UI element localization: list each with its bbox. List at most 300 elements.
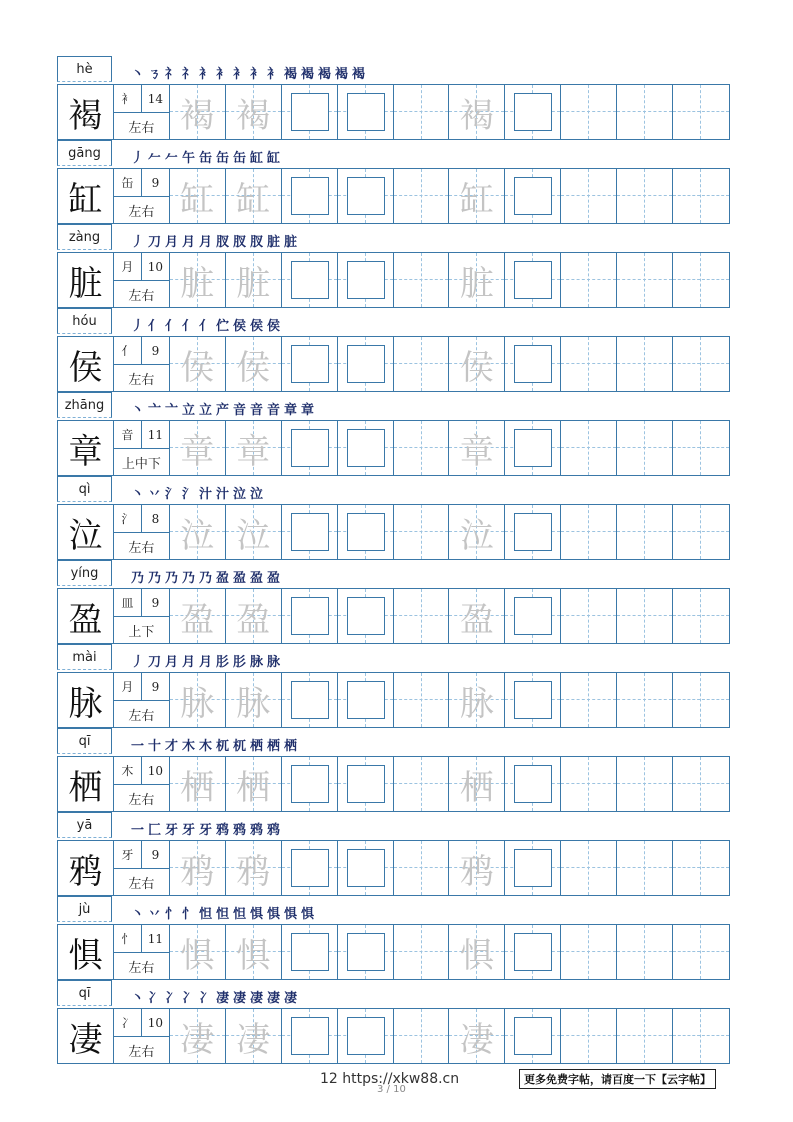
practice-row	[57, 420, 730, 476]
trace-character: 脏	[180, 263, 215, 304]
empty-cell[interactable]	[673, 85, 729, 139]
trace-character: 盈	[180, 599, 215, 640]
stroke-order	[131, 648, 284, 670]
box-cell[interactable]	[338, 169, 394, 223]
stroke-step: 亠	[165, 403, 179, 418]
stroke-step: 礻	[182, 67, 196, 82]
trace-cell[interactable]	[449, 505, 505, 559]
empty-cell[interactable]	[673, 841, 729, 895]
trace-cell[interactable]	[449, 85, 505, 139]
trace-cell[interactable]	[170, 169, 226, 223]
model-character: 栖	[58, 757, 114, 811]
empty-cell[interactable]	[394, 337, 450, 391]
box-cell[interactable]	[282, 673, 338, 727]
stroke-order	[131, 816, 284, 838]
empty-cell[interactable]	[673, 421, 729, 475]
box-cell[interactable]	[282, 757, 338, 811]
stroke-step: 缸	[250, 151, 264, 166]
radical: 音	[114, 421, 142, 448]
inner-square	[514, 597, 552, 635]
model-character: 鸦	[58, 841, 114, 895]
stroke-order	[131, 564, 284, 586]
inner-square	[514, 93, 552, 131]
radical: 缶	[114, 169, 142, 196]
empty-cell[interactable]	[673, 337, 729, 391]
stroke-step: 月	[165, 655, 179, 670]
inner-square	[291, 597, 329, 635]
box-cell[interactable]	[282, 505, 338, 559]
box-cell[interactable]	[505, 85, 561, 139]
empty-cell[interactable]	[561, 925, 617, 979]
trace-cell[interactable]	[170, 673, 226, 727]
empty-cell[interactable]	[617, 505, 673, 559]
trace-character: 脉	[180, 683, 215, 724]
stroke-step: 月	[199, 235, 213, 250]
trace-character: 脉	[236, 683, 271, 724]
empty-cell[interactable]	[394, 253, 450, 307]
empty-cell[interactable]	[617, 925, 673, 979]
pinyin: gāng	[57, 140, 112, 166]
character-info	[114, 253, 170, 307]
box-cell[interactable]	[282, 169, 338, 223]
trace-cell[interactable]	[170, 1009, 226, 1063]
stroke-step: 杌	[216, 739, 230, 754]
radical: 冫	[114, 1009, 142, 1036]
empty-cell[interactable]	[394, 589, 450, 643]
empty-cell[interactable]	[561, 337, 617, 391]
stroke-step: 亻	[182, 319, 196, 334]
stroke-count: 10	[147, 259, 164, 274]
practice-row	[57, 588, 730, 644]
box-cell[interactable]	[282, 925, 338, 979]
trace-character: 泣	[180, 515, 215, 556]
trace-cell[interactable]	[449, 589, 505, 643]
character-info	[114, 169, 170, 223]
pinyin: yíng	[57, 560, 112, 586]
empty-cell[interactable]	[617, 589, 673, 643]
stroke-step: 亻	[165, 319, 179, 334]
trace-cell[interactable]	[226, 1009, 282, 1063]
empty-cell[interactable]	[617, 253, 673, 307]
empty-cell[interactable]	[617, 85, 673, 139]
stroke-step: 褐	[352, 67, 366, 82]
stroke-step: 丿	[131, 319, 145, 334]
stroke-step: 冫	[148, 991, 162, 1006]
empty-cell[interactable]	[617, 757, 673, 811]
radical: 忄	[114, 925, 142, 952]
box-cell[interactable]	[338, 253, 394, 307]
structure: 左右	[128, 960, 155, 976]
empty-cell[interactable]	[673, 505, 729, 559]
radical: 皿	[114, 589, 142, 616]
stroke-count: 11	[147, 427, 164, 442]
trace-character: 侯	[236, 347, 271, 388]
trace-character: 脏	[459, 263, 494, 304]
stroke-order	[131, 732, 301, 754]
inner-square	[514, 429, 552, 467]
empty-cell[interactable]	[617, 337, 673, 391]
trace-cell[interactable]	[449, 841, 505, 895]
inner-square	[291, 177, 329, 215]
model-character: 脉	[58, 673, 114, 727]
trace-cell[interactable]	[170, 505, 226, 559]
empty-cell[interactable]	[561, 589, 617, 643]
radical: 月	[114, 673, 142, 700]
trace-cell[interactable]	[449, 757, 505, 811]
stroke-step: 丷	[148, 487, 162, 502]
stroke-step: 侯	[250, 319, 264, 334]
stroke-step: ㄋ	[148, 67, 162, 82]
empty-cell[interactable]	[617, 841, 673, 895]
character-entry	[57, 476, 730, 560]
character-entry	[57, 728, 730, 812]
trace-cell[interactable]	[449, 253, 505, 307]
stroke-step: 丿	[131, 235, 145, 250]
stroke-step: 亻	[148, 319, 162, 334]
stroke-step: 缶	[233, 151, 247, 166]
character-info	[114, 85, 170, 139]
box-cell[interactable]	[338, 841, 394, 895]
trace-cell[interactable]	[226, 757, 282, 811]
box-cell[interactable]	[505, 337, 561, 391]
empty-cell[interactable]	[394, 421, 450, 475]
box-cell[interactable]	[505, 1009, 561, 1063]
trace-cell[interactable]	[226, 421, 282, 475]
stroke-step: 乃	[165, 571, 179, 586]
box-cell[interactable]	[338, 673, 394, 727]
empty-cell[interactable]	[617, 673, 673, 727]
character-entry	[57, 224, 730, 308]
practice-row	[57, 84, 730, 140]
stroke-step: 脏	[284, 235, 298, 250]
stroke-step: 凄	[233, 991, 247, 1006]
empty-cell[interactable]	[394, 505, 450, 559]
empty-cell[interactable]	[673, 1009, 729, 1063]
empty-cell[interactable]	[673, 253, 729, 307]
trace-cell[interactable]	[170, 85, 226, 139]
character-info	[114, 1009, 170, 1063]
inner-square	[514, 261, 552, 299]
empty-cell[interactable]	[394, 925, 450, 979]
radical: 月	[114, 253, 142, 280]
structure: 左右	[128, 876, 155, 892]
trace-cell[interactable]	[226, 841, 282, 895]
trace-cell[interactable]	[449, 1009, 505, 1063]
trace-character: 惧	[180, 935, 215, 976]
stroke-order	[131, 984, 301, 1006]
empty-cell[interactable]	[394, 1009, 450, 1063]
stroke-step: 栖	[284, 739, 298, 754]
box-cell[interactable]	[505, 253, 561, 307]
character-entry	[57, 644, 730, 728]
box-cell[interactable]	[282, 253, 338, 307]
model-character: 褐	[58, 85, 114, 139]
character-entry	[57, 308, 730, 392]
stroke-step: 凄	[284, 991, 298, 1006]
promo-banner: 更多免费字帖，请百度一下【云字帖】	[519, 1069, 716, 1089]
empty-cell[interactable]	[617, 1009, 673, 1063]
stroke-step: 丿	[131, 151, 145, 166]
empty-cell[interactable]	[394, 841, 450, 895]
trace-cell[interactable]	[226, 337, 282, 391]
trace-cell[interactable]	[449, 169, 505, 223]
pinyin: mài	[57, 644, 112, 670]
inner-square	[291, 93, 329, 131]
stroke-step: 产	[216, 403, 230, 418]
inner-square	[514, 849, 552, 887]
stroke-step: 衤	[233, 67, 247, 82]
stroke-step: 氵	[182, 487, 196, 502]
model-character: 泣	[58, 505, 114, 559]
box-cell[interactable]	[505, 925, 561, 979]
stroke-step: 音	[250, 403, 264, 418]
stroke-step: 惧	[301, 907, 315, 922]
model-character: 凄	[58, 1009, 114, 1063]
empty-cell[interactable]	[561, 673, 617, 727]
empty-cell[interactable]	[673, 673, 729, 727]
stroke-step: 鸦	[250, 823, 264, 838]
box-cell[interactable]	[282, 589, 338, 643]
trace-cell[interactable]	[449, 421, 505, 475]
empty-cell[interactable]	[394, 169, 450, 223]
trace-cell[interactable]	[170, 253, 226, 307]
box-cell[interactable]	[505, 505, 561, 559]
stroke-step: 一	[131, 739, 145, 754]
stroke-step: 泣	[233, 487, 247, 502]
practice-row	[57, 924, 730, 980]
character-info	[114, 589, 170, 643]
inner-square	[291, 681, 329, 719]
stroke-step: 褐	[301, 67, 315, 82]
stroke-step: 章	[301, 403, 315, 418]
trace-character: 脏	[236, 263, 271, 304]
stroke-step: 脉	[267, 655, 281, 670]
inner-square	[347, 177, 385, 215]
stroke-step: 乃	[182, 571, 196, 586]
empty-cell[interactable]	[673, 925, 729, 979]
trace-cell[interactable]	[170, 589, 226, 643]
stroke-step: 亠	[148, 403, 162, 418]
trace-character: 凄	[236, 1019, 271, 1060]
box-cell[interactable]	[505, 757, 561, 811]
trace-character: 鸦	[459, 851, 494, 892]
empty-cell[interactable]	[561, 421, 617, 475]
empty-cell[interactable]	[394, 757, 450, 811]
structure: 上下	[128, 624, 155, 640]
stroke-count: 11	[147, 931, 164, 946]
trace-character: 褐	[180, 95, 215, 136]
stroke-step: 泣	[250, 487, 264, 502]
stroke-count: 14	[147, 91, 164, 106]
stroke-step: 乃	[131, 571, 145, 586]
stroke-count: 9	[151, 595, 160, 610]
trace-cell[interactable]	[226, 673, 282, 727]
trace-character: 栖	[180, 767, 215, 808]
stroke-step: 牙	[199, 823, 213, 838]
stroke-step: 𠂉	[148, 151, 162, 166]
trace-character: 栖	[236, 767, 271, 808]
empty-cell[interactable]	[561, 253, 617, 307]
empty-cell[interactable]	[394, 85, 450, 139]
stroke-step: 凄	[250, 991, 264, 1006]
stroke-order	[131, 144, 284, 166]
trace-cell[interactable]	[226, 589, 282, 643]
structure: 左右	[128, 708, 155, 724]
box-cell[interactable]	[282, 841, 338, 895]
trace-cell[interactable]	[170, 337, 226, 391]
stroke-order	[131, 396, 318, 418]
empty-cell[interactable]	[561, 85, 617, 139]
box-cell[interactable]	[505, 421, 561, 475]
trace-character: 凄	[180, 1019, 215, 1060]
empty-cell[interactable]	[673, 757, 729, 811]
trace-character: 栖	[459, 767, 494, 808]
box-cell[interactable]	[338, 757, 394, 811]
stroke-step: 牙	[182, 823, 196, 838]
empty-cell[interactable]	[673, 589, 729, 643]
inner-square	[347, 933, 385, 971]
stroke-step: 伫	[216, 319, 230, 334]
practice-row	[57, 756, 730, 812]
stroke-order	[131, 312, 284, 334]
stroke-step: 月	[182, 235, 196, 250]
box-cell[interactable]	[282, 421, 338, 475]
trace-character: 脉	[459, 683, 494, 724]
radical: 木	[114, 757, 142, 784]
stroke-step: 午	[182, 151, 196, 166]
trace-character: 盈	[459, 599, 494, 640]
box-cell[interactable]	[338, 337, 394, 391]
model-character: 脏	[58, 253, 114, 307]
radical: 氵	[114, 505, 142, 532]
empty-cell[interactable]	[561, 505, 617, 559]
trace-character: 盈	[236, 599, 271, 640]
box-cell[interactable]	[338, 589, 394, 643]
footer-url[interactable]: 12 https://xkw88.cn	[320, 1071, 460, 1087]
box-cell[interactable]	[338, 85, 394, 139]
stroke-order	[131, 480, 267, 502]
trace-cell[interactable]	[170, 925, 226, 979]
stroke-step: 盈	[233, 571, 247, 586]
structure: 左右	[128, 204, 155, 220]
trace-cell[interactable]	[226, 253, 282, 307]
box-cell[interactable]	[505, 169, 561, 223]
stroke-step: 惧	[267, 907, 281, 922]
box-cell[interactable]	[505, 589, 561, 643]
box-cell[interactable]	[338, 1009, 394, 1063]
stroke-step: 丶	[131, 487, 145, 502]
stroke-order	[131, 228, 301, 250]
trace-cell[interactable]	[226, 925, 282, 979]
inner-square	[347, 1017, 385, 1055]
empty-cell[interactable]	[561, 169, 617, 223]
box-cell[interactable]	[282, 337, 338, 391]
trace-cell[interactable]	[170, 757, 226, 811]
stroke-step: 缸	[267, 151, 281, 166]
stroke-step: 氵	[165, 487, 179, 502]
empty-cell[interactable]	[617, 169, 673, 223]
box-cell[interactable]	[338, 505, 394, 559]
empty-cell[interactable]	[617, 421, 673, 475]
practice-row	[57, 1008, 730, 1064]
inner-square	[347, 849, 385, 887]
empty-cell[interactable]	[673, 169, 729, 223]
stroke-step: 褐	[318, 67, 332, 82]
box-cell[interactable]	[338, 421, 394, 475]
inner-square	[291, 1017, 329, 1055]
trace-cell[interactable]	[449, 925, 505, 979]
box-cell[interactable]	[505, 841, 561, 895]
trace-character: 泣	[236, 515, 271, 556]
stroke-step: 才	[165, 739, 179, 754]
structure: 左右	[128, 288, 155, 304]
practice-row	[57, 168, 730, 224]
inner-square	[347, 345, 385, 383]
stroke-step: 木	[199, 739, 213, 754]
inner-square	[514, 345, 552, 383]
character-entry	[57, 980, 730, 1064]
trace-cell[interactable]	[170, 841, 226, 895]
stroke-step: 音	[233, 403, 247, 418]
box-cell[interactable]	[338, 925, 394, 979]
stroke-step: 褐	[284, 67, 298, 82]
box-cell[interactable]	[282, 1009, 338, 1063]
inner-square	[347, 765, 385, 803]
pinyin: qī	[57, 980, 112, 1006]
inner-square	[291, 765, 329, 803]
stroke-step: 鸦	[216, 823, 230, 838]
trace-character: 侯	[459, 347, 494, 388]
box-cell[interactable]	[282, 85, 338, 139]
stroke-step: 侯	[267, 319, 281, 334]
character-entry	[57, 896, 730, 980]
structure: 左右	[128, 372, 155, 388]
character-info	[114, 421, 170, 475]
trace-cell[interactable]	[170, 421, 226, 475]
trace-character: 鸦	[236, 851, 271, 892]
practice-row	[57, 672, 730, 728]
inner-square	[347, 93, 385, 131]
stroke-step: 脏	[267, 235, 281, 250]
stroke-step: 冫	[182, 991, 196, 1006]
stroke-step: 盈	[216, 571, 230, 586]
stroke-step: 汁	[216, 487, 230, 502]
trace-cell[interactable]	[226, 85, 282, 139]
stroke-step: 木	[182, 739, 196, 754]
empty-cell[interactable]	[394, 673, 450, 727]
trace-cell[interactable]	[449, 673, 505, 727]
box-cell[interactable]	[505, 673, 561, 727]
radical: 衤	[114, 85, 142, 112]
model-character: 惧	[58, 925, 114, 979]
stroke-count: 10	[147, 1015, 164, 1030]
character-info	[114, 757, 170, 811]
trace-cell[interactable]	[226, 169, 282, 223]
trace-cell[interactable]	[449, 337, 505, 391]
character-info	[114, 673, 170, 727]
structure: 左右	[128, 792, 155, 808]
empty-cell[interactable]	[561, 1009, 617, 1063]
trace-cell[interactable]	[226, 505, 282, 559]
stroke-step: 怛	[216, 907, 230, 922]
empty-cell[interactable]	[561, 757, 617, 811]
inner-square	[291, 933, 329, 971]
character-info	[114, 505, 170, 559]
stroke-step: 凄	[267, 991, 281, 1006]
trace-character: 泣	[459, 515, 494, 556]
stroke-step: 一	[131, 823, 145, 838]
empty-cell[interactable]	[561, 841, 617, 895]
